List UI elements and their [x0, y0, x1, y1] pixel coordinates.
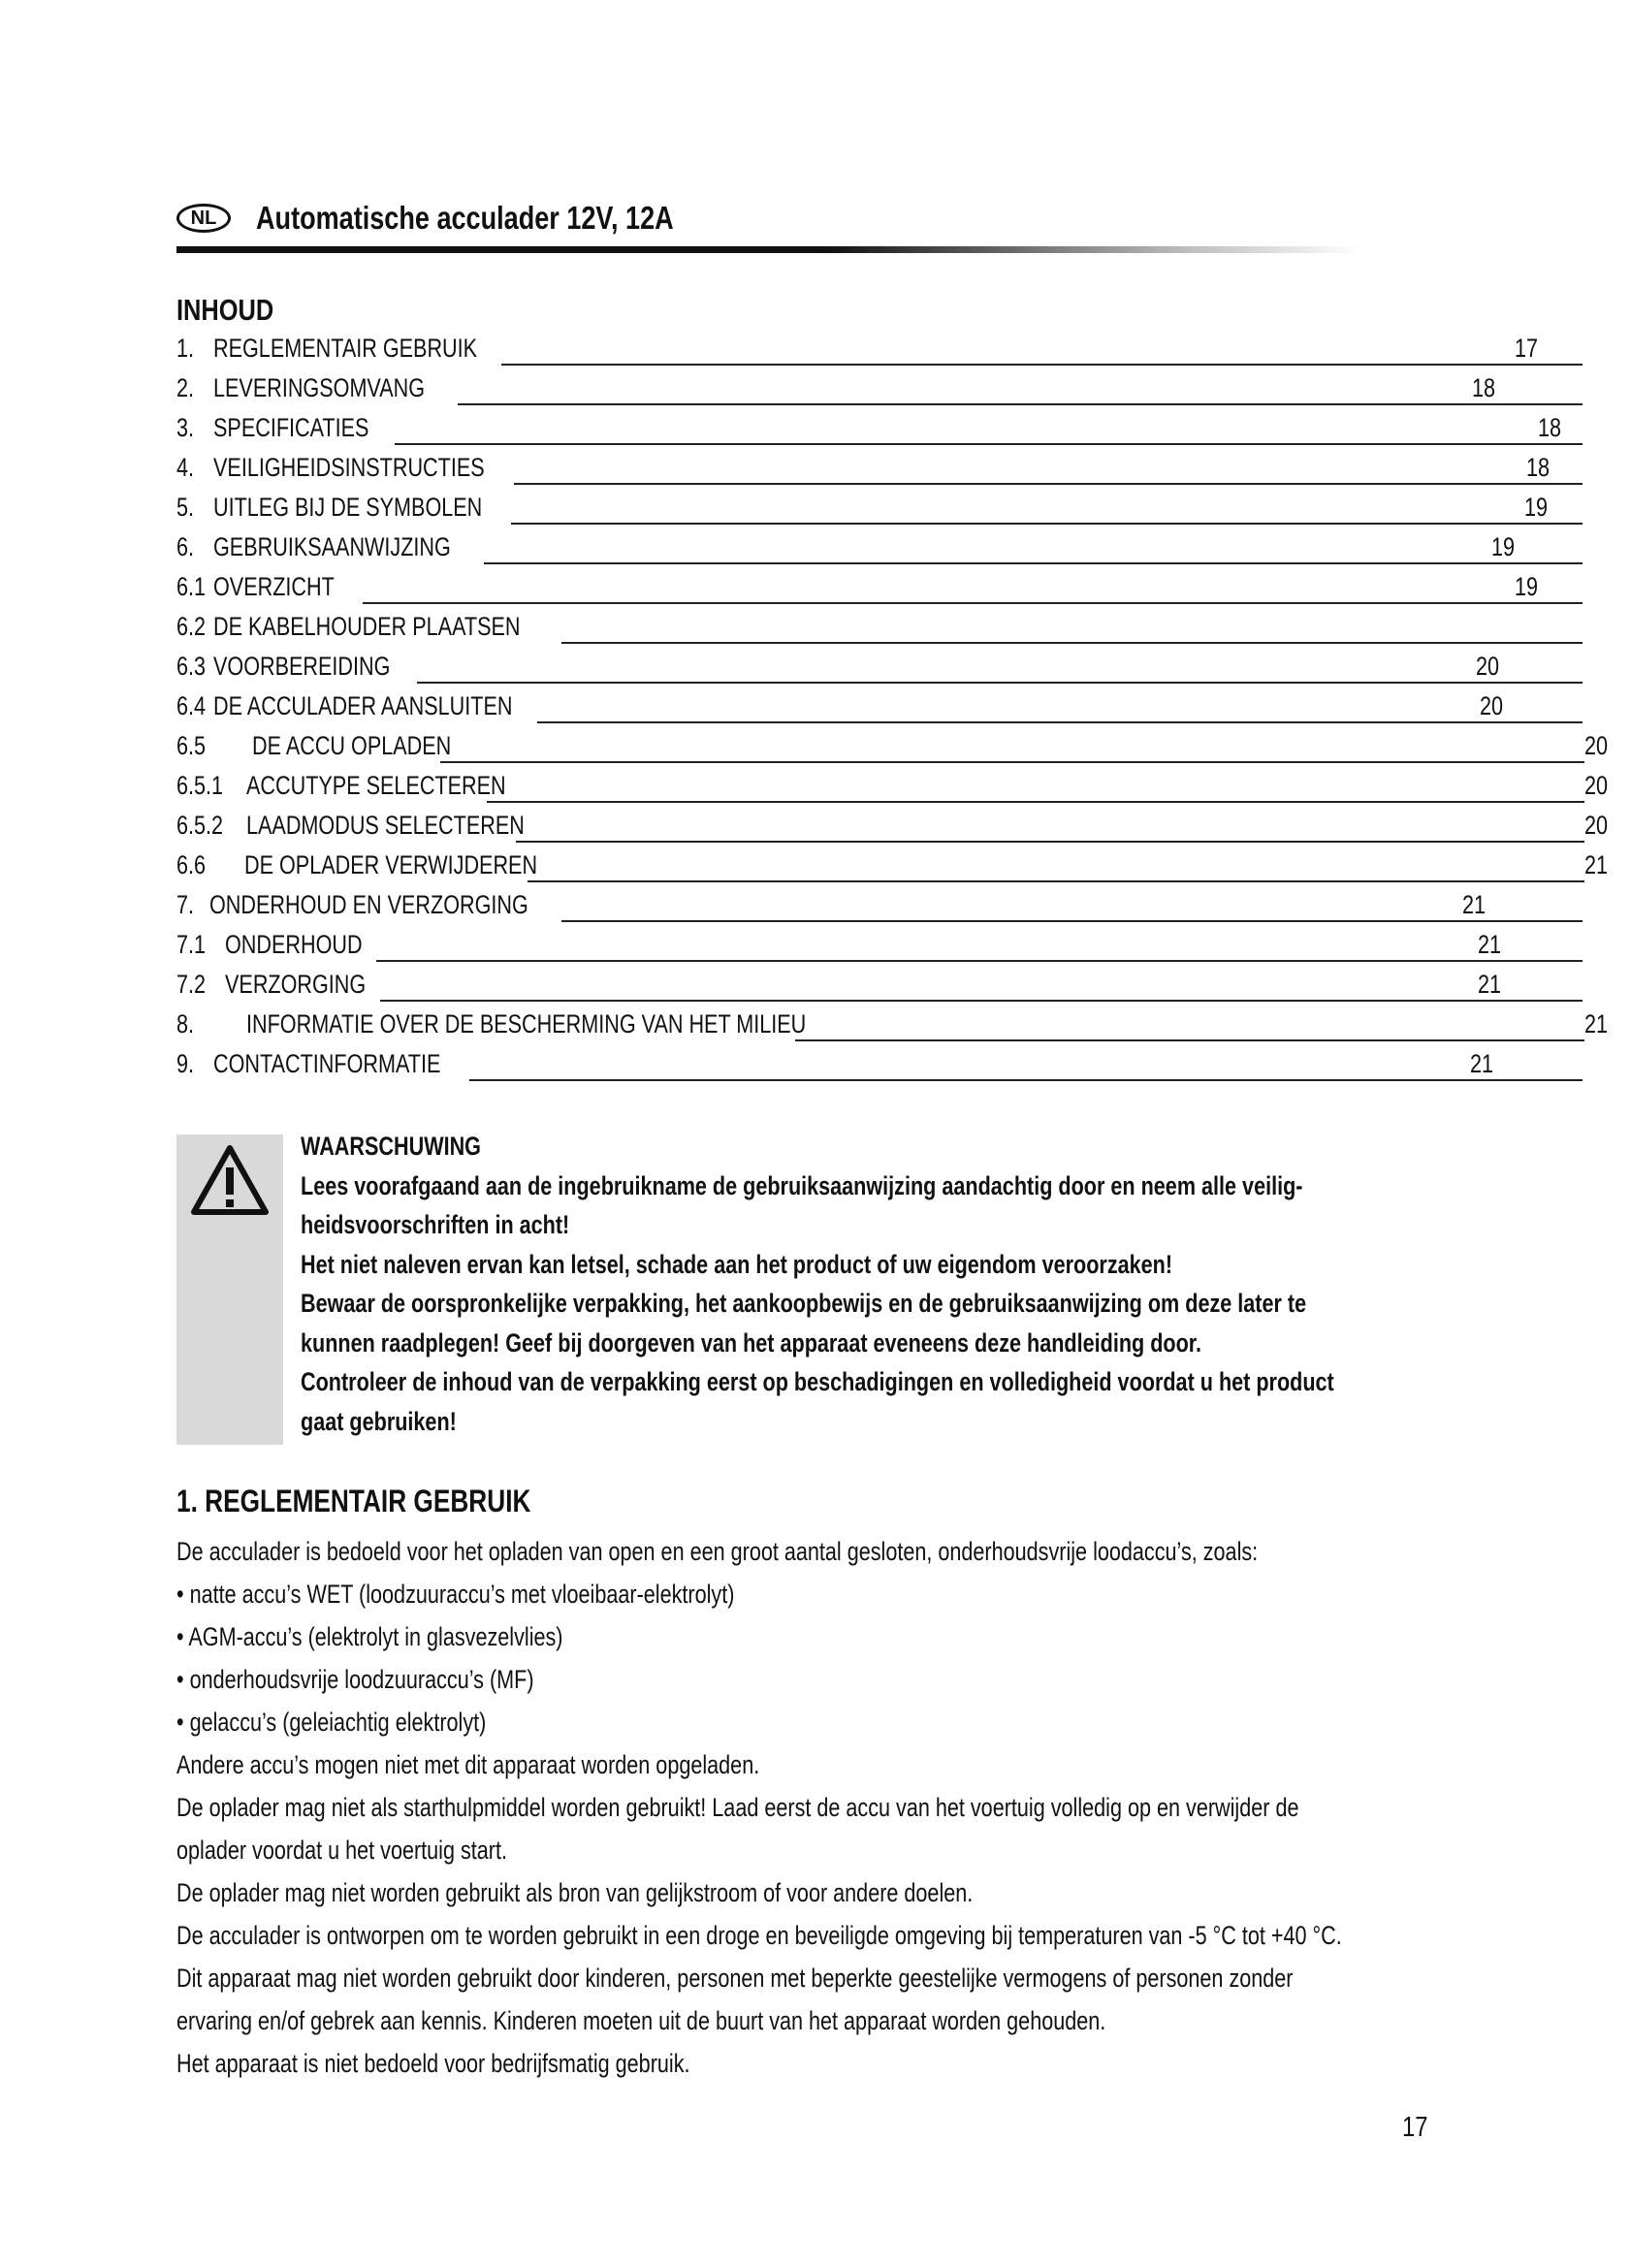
toc-entry-label: ONDERHOUD [225, 930, 363, 959]
toc-entry[interactable] [176, 373, 1534, 413]
toc-entry-page: 21 [1462, 890, 1487, 919]
header-divider [176, 246, 1359, 253]
toc-entry-page: 21 [1478, 930, 1502, 959]
toc-leader-line [487, 801, 1584, 803]
toc-entry-number: 7.1 [176, 930, 207, 959]
toc-entry-number: 6.5.1 [176, 771, 224, 800]
toc-entry[interactable] [176, 1049, 1534, 1089]
toc-entry-page: 20 [1476, 652, 1500, 681]
language-badge: NL [176, 204, 231, 233]
toc-entry-page: 20 [1480, 691, 1504, 720]
toc-entry-number: 7.2 [176, 970, 207, 999]
toc-entry-page: 18 [1538, 413, 1562, 442]
toc-leader-line [511, 523, 1583, 525]
toc-entry-label: UITLEG BIJ DE SYMBOLEN [213, 493, 483, 522]
toc-entry-number: 6.3 [176, 652, 207, 681]
toc-leader-line [417, 682, 1583, 684]
toc-entry-page: 19 [1524, 493, 1549, 522]
warning-line: Lees voorafgaand aan de ingebruikname de gebruiksaanwijzing aandachtig door en neem alle veilig- [301, 1170, 1303, 1200]
toc-entry-number: 9. [176, 1049, 195, 1078]
toc-entry-page: 19 [1515, 572, 1539, 601]
toc-entry-label: LAADMODUS SELECTEREN [246, 811, 525, 840]
toc-leader-line [514, 483, 1583, 485]
toc-entry-label: ACCUTYPE SELECTEREN [246, 771, 506, 800]
toc-entry[interactable] [176, 771, 1609, 811]
toc-entry[interactable] [176, 890, 1534, 930]
toc-entry-page: 21 [1584, 850, 1609, 879]
toc-entry-label: VEILIGHEIDSINSTRUCTIES [213, 453, 485, 482]
toc-entry-page: 20 [1584, 731, 1609, 760]
toc-entry-label: DE ACCU OPLADEN [252, 731, 452, 760]
page-number: 17 [1402, 2112, 1428, 2143]
toc-entry-number: 6. [176, 532, 195, 561]
document-header [176, 194, 765, 242]
toc-leader-line [395, 443, 1583, 445]
toc-entry[interactable] [176, 731, 1609, 771]
toc-entry-label: INFORMATIE OVER DE BESCHERMING VAN HET MILIEU [246, 1009, 807, 1038]
toc-entry[interactable] [176, 612, 1534, 652]
toc-leader-line [376, 960, 1583, 962]
toc-entry[interactable] [176, 453, 1551, 493]
toc-leader-line [516, 841, 1584, 843]
toc-entry[interactable] [176, 850, 1609, 890]
toc-leader-line [363, 602, 1583, 604]
toc-entry-page: 21 [1478, 970, 1502, 999]
toc-entry-page: 18 [1472, 373, 1496, 402]
paragraph-line: ervaring en/of gebrek aan kennis. Kinderen moeten uit de buurt van het apparaat worden gehouden. [176, 2006, 1106, 2035]
paragraph-line: De acculader is bedoeld voor het opladen van open en een groot aantal gesloten, onderhoudsvrije loodaccu’s, zoals: [176, 1537, 1259, 1566]
warning-triangle-icon [190, 1144, 270, 1216]
warning-line: Controleer de inhoud van de verpakking eerst op beschadigingen en volledigheid voordat u het product [301, 1367, 1334, 1396]
toc-leader-line [561, 642, 1583, 644]
toc-entry-number: 8. [176, 1009, 195, 1038]
toc-heading: INHOUD [176, 293, 274, 327]
toc-entry[interactable] [176, 1009, 1609, 1049]
toc-entry-page: 20 [1584, 771, 1609, 800]
toc-entry-label: DE KABELHOUDER PLAATSEN [213, 612, 521, 641]
toc-entry-label: CONTACTINFORMATIE [213, 1049, 441, 1078]
paragraph-line: De oplader mag niet worden gebruikt als bron van gelijkstroom of voor andere doelen. [176, 1878, 974, 1907]
toc-entry[interactable] [176, 493, 1549, 532]
paragraph-line: Andere accu’s mogen niet met dit apparaat worden opgeladen. [176, 1750, 760, 1779]
warning-block [301, 1127, 1561, 1441]
warning-line: gaat gebruiken! [301, 1406, 457, 1436]
toc-entry-page: 19 [1491, 532, 1516, 561]
toc-entry-number: 3. [176, 413, 195, 442]
toc-entry[interactable] [176, 532, 1534, 572]
warning-line: Het niet naleven ervan kan letsel, schade aan het product of uw eigendom veroorzaken! [301, 1249, 1173, 1279]
list-item: • natte accu’s WET (loodzuuraccu’s met vloeibaar-elektrolyt) [176, 1580, 735, 1609]
toc-entry-page: 21 [1470, 1049, 1494, 1078]
toc-entry-label: SPECIFICATIES [213, 413, 369, 442]
list-item: • AGM-accu’s (elektrolyt in glasvezelvlies) [176, 1622, 563, 1651]
toc-entry-number: 6.6 [176, 850, 207, 879]
toc-entry[interactable] [176, 930, 1534, 970]
toc-entry-label: DE OPLADER VERWIJDEREN [244, 850, 538, 879]
toc-entry-label: OVERZICHT [213, 572, 335, 601]
toc-entry-number: 1. [176, 334, 195, 363]
warning-line: heidsvoorschriften in acht! [301, 1210, 570, 1239]
section-body [176, 1530, 1631, 2085]
toc-entry-page: 17 [1515, 334, 1539, 363]
list-item: • onderhoudsvrije loodzuuraccu’s (MF) [176, 1665, 534, 1694]
toc-entry-number: 6.5 [176, 731, 207, 760]
toc-leader-line [440, 761, 1584, 763]
toc-entry[interactable] [176, 811, 1609, 850]
paragraph-line: Het apparaat is niet bedoeld voor bedrijfsmatig gebruik. [176, 2049, 690, 2078]
toc-entry[interactable] [176, 334, 1539, 373]
toc-entry-label: VERZORGING [225, 970, 367, 999]
paragraph-line: oplader voordat u het voertuig start. [176, 1836, 508, 1865]
toc-entry-page: 21 [1584, 1009, 1609, 1038]
toc-entry-label: LEVERINGSOMVANG [213, 373, 426, 402]
toc-entry-number: 6.2 [176, 612, 207, 641]
toc-leader-line [380, 1000, 1583, 1002]
toc-entry-number: 2. [176, 373, 195, 402]
toc-entry-number: 7. [176, 890, 195, 919]
toc-entry-number: 6.1 [176, 572, 207, 601]
warning-line: kunnen raadplegen! Geef bij doorgeven van het apparaat eveneens deze handleiding door. [301, 1327, 1202, 1358]
toc-entry-label: REGLEMENTAIR GEBRUIK [213, 334, 478, 363]
toc-entry[interactable] [176, 691, 1534, 731]
toc-leader-line [795, 1039, 1584, 1041]
toc-leader-line [469, 1079, 1583, 1081]
toc-entry-number: 6.5.2 [176, 811, 224, 840]
toc-entry[interactable] [176, 970, 1534, 1009]
toc-entry-page: 18 [1526, 453, 1551, 482]
section-heading: 1. REGLEMENTAIR GEBRUIK [176, 1484, 531, 1518]
toc-entry-number: 5. [176, 493, 195, 522]
toc-leader-line [561, 920, 1583, 922]
list-item: • gelaccu’s (geleiachtig elektrolyt) [176, 1708, 487, 1737]
toc-entry-label: GEBRUIKSAANWIJZING [213, 532, 451, 561]
toc-entry[interactable] [176, 652, 1534, 691]
document-title: Automatische acculader 12V, 12A [256, 200, 674, 236]
toc-entry[interactable] [176, 413, 1562, 453]
toc-entry-page: 20 [1584, 811, 1609, 840]
warning-title: WAARSCHUWING [301, 1132, 481, 1161]
toc-leader-line [537, 721, 1583, 723]
toc-leader-line [528, 880, 1584, 882]
toc-entry-label: DE ACCULADER AANSLUITEN [213, 691, 513, 720]
toc-entry-label: VOORBEREIDING [213, 652, 391, 681]
warning-line: Bewaar de oorspronkelijke verpakking, het aankoopbewijs en de gebruiksaanwijzing om deze later te [301, 1289, 1307, 1318]
paragraph-line: De oplader mag niet als starthulpmiddel worden gebruikt! Laad eerst de accu van het voertuig volledig op en verwijder de [176, 1793, 1299, 1822]
toc-entry-label: ONDERHOUD EN VERZORGING [209, 890, 528, 919]
toc-leader-line [458, 403, 1583, 405]
toc-leader-line [484, 562, 1583, 564]
toc-entry-number: 4. [176, 453, 195, 482]
toc-entry-number: 6.4 [176, 691, 207, 720]
paragraph-line: Dit apparaat mag niet worden gebruikt door kinderen, personen met beperkte geestelijke vermogens of personen zonder [176, 1964, 1294, 1993]
paragraph-line: De acculader is ontworpen om te worden gebruikt in een droge en beveiligde omgeving bij temperaturen van -5 °C tot +40 °C. [176, 1921, 1342, 1950]
toc-entry[interactable] [176, 572, 1539, 612]
toc-leader-line [501, 364, 1583, 366]
